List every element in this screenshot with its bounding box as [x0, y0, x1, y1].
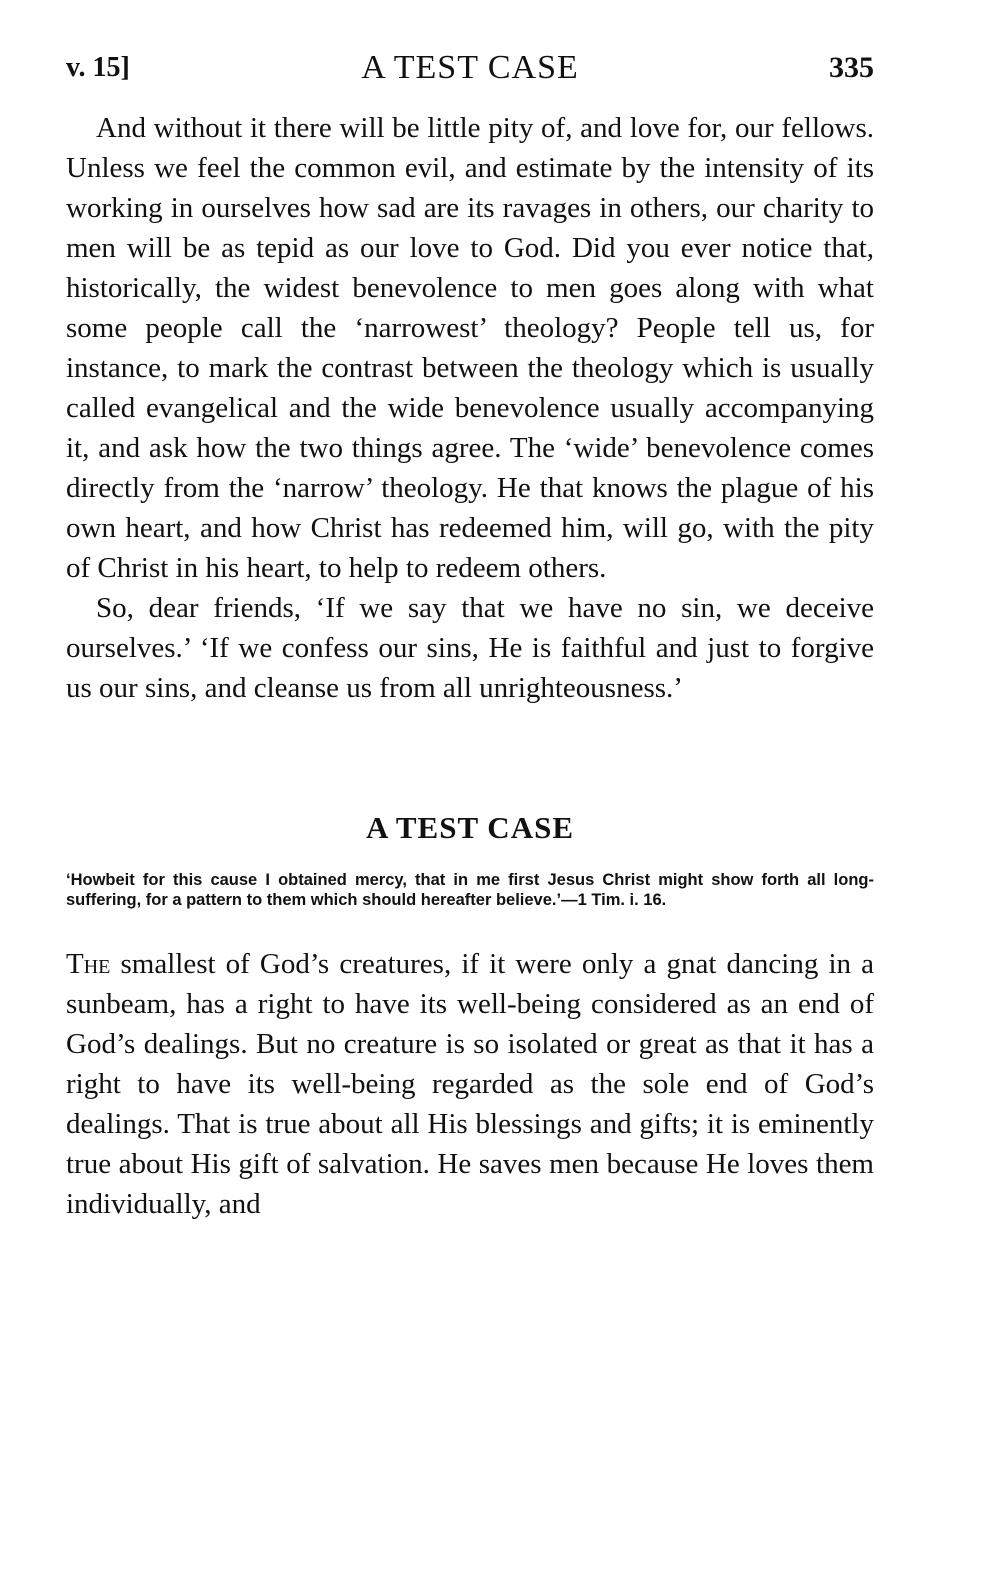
section-title: A TEST CASE — [365, 810, 575, 845]
book-page — [66, 48, 874, 1224]
section-opening-paragraph — [66, 944, 874, 1224]
body-paragraph-conclusion: So, dear friends, ‘If we say that we have no sin, we deceive ourselves.’ ‘If we confess our sins, He is faithful and just to forgive us our sins, and cleanse us from all unrighteousness.’ — [66, 592, 874, 704]
opening-paragraph-text: smallest of God’s creatures, if it were only a gnat dancing in a sunbeam, has a right to have its well-being considered as an end of God’s dealings. But no creature is so isolated or great as that it has a right to have its well-being regarded as the sole end of God’s dealings. That is true about all His blessings and gifts; it is eminently true about His gift of salvation. He saves men because He loves them individually, and — [66, 948, 874, 1220]
verse-reference: v. 15] — [66, 52, 130, 83]
page-number: 335 — [829, 51, 874, 84]
lead-word: The — [66, 948, 111, 980]
running-head — [66, 48, 874, 88]
body-paragraph-continuation: And without it there will be little pity of, and love for, our fellows. Unless we feel the common evil, and estimate by the intensity of its working in ourselves how sad are its ravages in others, our charity to men will be as tepid as our love to God. Did you ever notice that, historically, the widest benevolence to men goes along with what some people call the ‘narrowest’ theology? People tell us, for instance, to mark the contrast between the theology which is usually called evangelical and the wide benevolence usually accompanying it, and ask how the two things agree. The ‘wide’ benevolence comes directly from the ‘narrow’ theology. He that knows the plague of his own heart, and how Christ has redeemed him, will go, with the pity of Christ in his heart, to help to redeem others. — [66, 112, 874, 584]
scripture-epigraph: ‘Howbeit for this cause I obtained mercy, that in me first Jesus Christ might show forth all long-suffering, for a pattern to them which should hereafter believe.’—1 Tim. i. 16. — [66, 871, 874, 909]
running-title: A TEST CASE — [361, 49, 579, 86]
